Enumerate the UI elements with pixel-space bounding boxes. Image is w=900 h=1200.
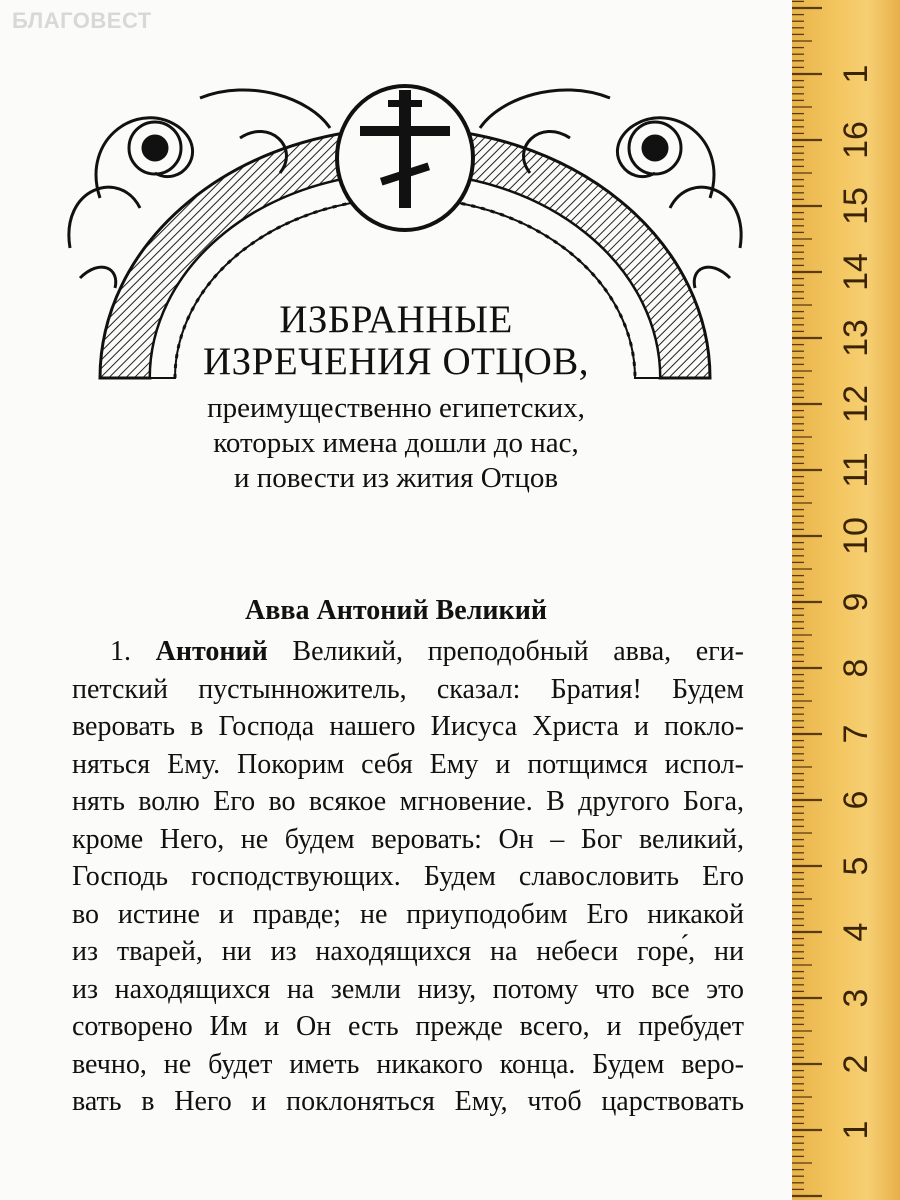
text-line: веровать в Господа нашего Иисуса Христа и покло- — [72, 711, 744, 742]
ruler-label: 14 — [837, 253, 875, 291]
ruler-label: 8 — [837, 658, 875, 678]
body-text — [72, 633, 744, 1121]
ruler-label: 16 — [837, 121, 875, 159]
text-line: кроме Него, не будем веровать: Он – Бог великий, — [72, 823, 744, 855]
section-heading: Авва Антоний Великий — [245, 595, 547, 626]
text-line: вечно, не будет иметь никакого конца. Будем веро- — [72, 1048, 744, 1080]
subtitle-line-2: которых имена дошли до нас, — [213, 427, 579, 459]
ruler — [792, 0, 900, 1200]
title-line-2: ИЗРЕЧЕНИЯ ОТЦОВ, — [202, 340, 590, 383]
subtitle-line-3: и повести из жития Отцов — [233, 462, 559, 494]
text-line — [72, 633, 744, 671]
text-line: из находящихся на земли низу, потому что все это — [72, 973, 744, 1005]
ruler-scale — [792, 0, 900, 1200]
watermark: БЛАГОВЕСТ — [12, 8, 152, 33]
text-line: Господь господствующих. Будем славословить Его — [72, 861, 744, 892]
subtitle-line-1: преимущественно египетских, — [207, 392, 585, 424]
ruler-label: 5 — [837, 856, 875, 876]
text-line: няться Ему. Покорим себя Ему и потщимся испол- — [72, 748, 744, 780]
ruler-label: 6 — [837, 790, 875, 810]
text-line: сотворено Им и Он есть прежде всего, и пребудет — [72, 1011, 744, 1042]
text-line: петский пустынножитель, сказал: Братия! Будем — [72, 673, 744, 705]
text-line: из тварей, ни из находящихся на небеси горе́, ни — [72, 936, 744, 967]
text-line: вать в Него и поклоняться Ему, чтоб царствовать — [72, 1086, 744, 1117]
title-line-1: ИЗБРАННЫЕ — [279, 298, 513, 341]
ruler-label: 10 — [837, 517, 875, 555]
ruler-label: 11 — [837, 452, 875, 488]
ruler-label: 1 — [837, 64, 875, 84]
ruler-label: 3 — [837, 988, 875, 1008]
ruler-label: 12 — [837, 385, 875, 423]
text-line-content: Великий, преподобный авва, еги- — [267, 636, 744, 667]
ruler-label: 13 — [837, 319, 875, 357]
ruler-label: 4 — [837, 922, 875, 942]
ruler-label: 1 — [837, 1120, 875, 1140]
ruler-label: 2 — [837, 1054, 875, 1074]
text-line: во истине и правде; не приуподобим Его никакой — [72, 898, 744, 930]
ruler-label: 9 — [837, 592, 875, 612]
ruler-label: 7 — [837, 724, 875, 744]
paragraph-number: 1. — [110, 636, 131, 667]
ruler-label: 15 — [837, 187, 875, 225]
paragraph-name: Антоний — [155, 636, 268, 667]
text-line: нять волю Его во всякое мгновение. В другого Бога, — [72, 786, 744, 817]
